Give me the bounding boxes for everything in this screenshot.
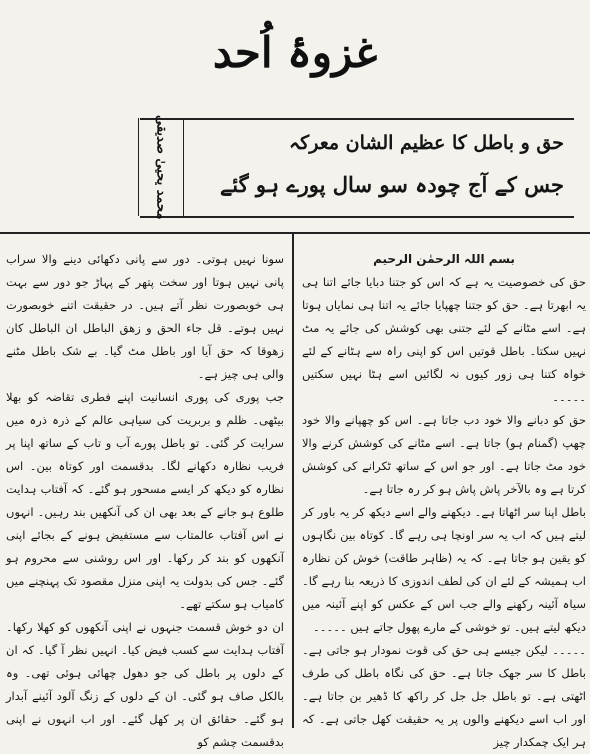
paragraph: جب پوری کی پوری انسانیت اپنے فطری تقاضہ کو بھلا بیٹھی۔ ظلم و بربریت کی سیاہی عالم کے ذرہ ذرہ میں سرایت کر گئی۔ تو باطل پورے آب و تاب کے ساتھ اپنا پر فریب نظارہ دکھانے لگا۔ بدقسمت اور کوتاہ بین۔ اس نظارہ کو دیکھ کر ایسے مسحور ہو گئے۔ کہ آفتاب ہدایت طلوع ہو جانے کے بعد بھی ان کی آنکھیں بند رہیں۔ انہوں نے اس آفتاب عالمتاب سے مستفیض ہونے کے بجائے اپنی آنکھوں کو بند کر رکھا۔ اور اس روشنی سے محروم ہو گئے۔ جس کی بدولت یہ اپنی منزل مقصود تک پہنچنے میں کامیاب ہو سکتے تھے۔ <box>6 390 284 611</box>
paragraph: ان دو خوش قسمت جنہوں نے اپنی آنکھوں کو کھلا رکھا۔ آفتاب ہدایت سے کسب فیض کیا۔ انہیں نظر آ گیا۔ کہ ان کے دلوں پر باطل کی جو دھول چھائی ہوئی تھی۔ وہ بالکل صاف ہو گئی۔ ان کے دلوں کے زنگ آلود آئینے آبدار ہو گئے۔ حقائق ان پر کھل گئے۔ اور اب انہوں نے اپنی بدقسمت چشم کو <box>6 620 284 749</box>
paragraph: باطل اپنا سر اٹھاتا ہے۔ دیکھنے والے اسے دیکھ کر یہ باور کر لیتے ہیں کہ اب یہ سر اونچا ہی رہے گا۔ کوتاہ بین نگاہوں کو یقین ہو جاتا ہے۔ کہ یہ (ظاہر طاقت) خوش کن نظارہ اب ہمیشہ کے لئے ان کی لطف اندوزی کا ذریعہ بنا رہے گا۔ سیاہ آئینہ رکھنے والے جب اس کے عکس کو اپنے آئینہ میں دیکھ لیتے ہیں۔ تو خوشی کے مارے پھول جاتے ہیں ۔۔۔۔۔ <box>302 505 586 634</box>
horizontal-rule <box>0 232 590 234</box>
paragraph: حق کی خصوصیت یہ ہے کہ اس کو جتنا دبایا جائے اتنا ہی یہ ابھرتا ہے۔ حق کو جتنا چھپایا جائے یہ اتنا ہی نمایاں ہوتا ہے۔ اسے مٹانے کے لئے جتنی بھی کوشش کی جائے یہ مٹ نہیں سکتا۔ باطل قوتیں اس کو اپنی راہ سے ہٹانے کے لئے خواہ کتنا ہی زور کیوں نہ لگائیں اسے ہٹا نہیں سکتیں ۔۔۔۔۔ <box>302 275 586 404</box>
bismillah: بسم اللہ الرحمٰن الرحیم <box>373 252 515 266</box>
headline-line-2: جس کے آج چودہ سو سال پورے ہو گئے <box>219 172 564 197</box>
headline-line-1: حق و باطل کا عظیم الشان معرکہ <box>289 132 564 154</box>
paragraph: سونا نہیں ہوتی۔ دور سے پانی دکھائی دینے والا سراب پانی نہیں ہوتا اور سخت پتھر کے پہاڑ جو دور سے بہت ہی خوبصورت نظر آتے ہیں۔ در حقیقت اتنے خوبصورت نہیں ہوتے۔ قل جاء الحق و زھق الباطل ان الباطل کان زھوقا کہ حق آیا اور باطل مٹ گیا۔ بے شک باطل مٹنے والی ہی چیز ہے۔ <box>6 252 284 381</box>
page-title: غزوۂ اُحد <box>212 28 378 77</box>
column-divider <box>292 232 294 728</box>
paragraph: حق کو دبانے والا خود دب جاتا ہے۔ اس کو چھپانے والا خود چھپ (گمنام ہو) جاتا ہے۔ اسے مٹانے کی کوشش کرنے والا خود مٹ جاتا ہے۔ اور جو اس کے ساتھ ٹکرانے کی کوشش کرتا ہے وہ بالآخر پاش پاش ہو کر رہ جاتا ہے۔ <box>302 413 586 496</box>
headline-block <box>140 114 574 220</box>
right-column <box>302 248 586 749</box>
author-box <box>138 114 184 220</box>
author-name: محمد یحییٰ صدیقی <box>153 114 169 220</box>
paragraph: ۔۔۔۔۔ لیکن جیسے ہی حق کی قوت نمودار ہو جاتی ہے۔ باطل کا سر جھک جاتا ہے۔ حق کی نگاہ باطل کی طرف اٹھتی ہے۔ تو باطل جل جل کر راکھ کا ڈھیر بن جاتا ہے۔ اور اب اسے دیکھنے والوں پر یہ حقیقت کھل جاتی ہے۔ کہ ہر ایک چمکدار چیز <box>302 643 586 749</box>
left-column <box>6 248 284 749</box>
